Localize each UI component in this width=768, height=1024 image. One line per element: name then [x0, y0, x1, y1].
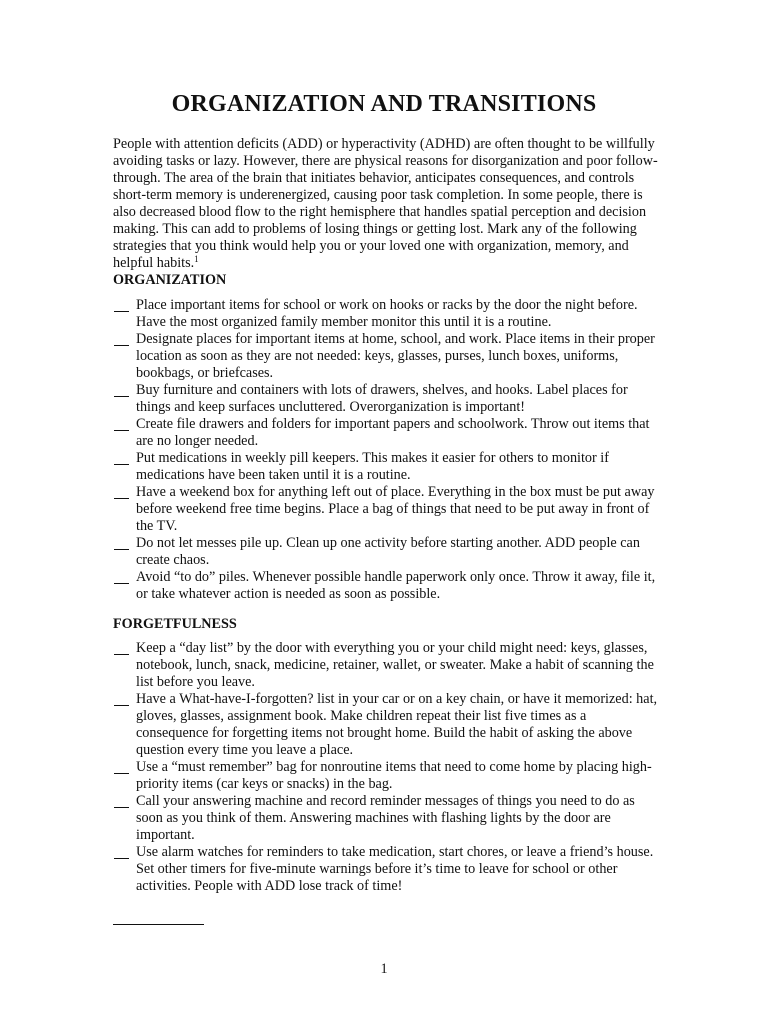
- checkbox-blank[interactable]: [114, 654, 129, 655]
- checkbox-blank[interactable]: [114, 396, 129, 397]
- item-text: Buy furniture and containers with lots of drawers, shelves, and hooks. Label places for things and keep surfaces uncluttered. Overorganization is important!: [136, 382, 628, 415]
- checkbox-blank[interactable]: [114, 549, 129, 550]
- item-text: Keep a “day list” by the door with everything you or your child might need: keys, glasses, notebook, lunch, snack, medicine, retainer, wallet, or sweater. Make a habit of scanning the list before you leave.: [136, 640, 654, 690]
- checklist-item: [113, 535, 661, 569]
- checklist-item: [113, 450, 661, 484]
- item-text: Use a “must remember” bag for nonroutine items that need to come home by placing high-priority items (car keys or snacks) in the bag.: [136, 759, 652, 792]
- section-heading-forgetfulness: FORGETFULNESS: [113, 616, 237, 632]
- footnote-separator: [113, 924, 204, 925]
- checkbox-blank[interactable]: [114, 583, 129, 584]
- checklist-item: [113, 416, 661, 450]
- checklist-item: [113, 331, 661, 382]
- item-text: Have a What-have-I-forgotten? list in your car or on a key chain, or have it memorized: hat, gloves, glasses, assignment book. Make children repeat their list five times as a consequence for forgetting items not brought home. Build the habit of asking the above question every time you leave a place.: [136, 691, 658, 758]
- checklist-item: [113, 382, 661, 416]
- item-text: Avoid “to do” piles. Whenever possible handle paperwork only once. Throw it away, file it, or take whatever action is needed as soon as possible.: [136, 569, 656, 602]
- checklist-item: [113, 793, 661, 844]
- item-text: Create file drawers and folders for important papers and schoolwork. Throw out items that are no longer needed.: [136, 416, 650, 449]
- checklist-item: [113, 844, 661, 895]
- item-text: Do not let messes pile up. Clean up one activity before starting another. ADD people can create chaos.: [136, 535, 640, 568]
- checklist-item: [113, 759, 661, 793]
- checkbox-blank[interactable]: [114, 345, 129, 346]
- page-title: ORGANIZATION AND TRANSITIONS: [171, 91, 597, 117]
- checkbox-blank[interactable]: [114, 430, 129, 431]
- page-number: 1: [380, 961, 388, 977]
- checkbox-blank[interactable]: [114, 858, 129, 859]
- section-heading-organization: ORGANIZATION: [113, 272, 227, 288]
- item-text: Designate places for important items at home, school, and work. Place items in their proper location as soon as they are not needed: keys, glasses, purses, lunch boxes, uniforms, bookbags, or briefcases.: [136, 331, 655, 381]
- item-text: Call your answering machine and record reminder messages of things you need to do as soon as you think of them. Answering machines with flashing lights by the door are important.: [136, 793, 635, 843]
- item-text: Put medications in weekly pill keepers. This makes it easier for others to monitor if medications have been taken until it is a routine.: [136, 450, 609, 483]
- intro-paragraph: [113, 136, 659, 272]
- item-text: Place important items for school or work on hooks or racks by the door the night before. Have the most organized family member monitor this until it is a routine.: [136, 297, 638, 330]
- checklist-item: [113, 691, 661, 759]
- organization-checklist: [113, 297, 661, 603]
- forgetfulness-checklist: [113, 640, 661, 895]
- checkbox-blank[interactable]: [114, 311, 129, 312]
- item-text: Have a weekend box for anything left out of place. Everything in the box must be put away before weekend free time begins. Place a bag of things that need to be put away in front of the TV.: [136, 484, 655, 534]
- intro-text: People with attention deficits (ADD) or hyperactivity (ADHD) are often thought to be willfully avoiding tasks or lazy. However, there are physical reasons for disorganization and poor follow-through. The area of the brain that initiates behavior, anticipates consequences, and controls short-term memory is underenergized, causing poor task completion. In some people, there is also decreased blood flow to the right hemisphere that handles spatial perception and decision making. This can add to problems of losing things or getting lost. Mark any of the following strategies that you think would help you or your loved one with organization, memory, and helpful habits.: [113, 136, 658, 271]
- footnote-marker: 1: [194, 254, 199, 264]
- checkbox-blank[interactable]: [114, 705, 129, 706]
- checklist-item: [113, 640, 661, 691]
- checkbox-blank[interactable]: [114, 498, 129, 499]
- checkbox-blank[interactable]: [114, 807, 129, 808]
- checklist-item: [113, 484, 661, 535]
- item-text: Use alarm watches for reminders to take medication, start chores, or leave a friend’s house. Set other timers for five-minute warnings before it’s time to leave for school or other activities. People with ADD lose track of time!: [136, 844, 654, 894]
- checkbox-blank[interactable]: [114, 773, 129, 774]
- checkbox-blank[interactable]: [114, 464, 129, 465]
- checklist-item: [113, 297, 661, 331]
- checklist-item: [113, 569, 661, 603]
